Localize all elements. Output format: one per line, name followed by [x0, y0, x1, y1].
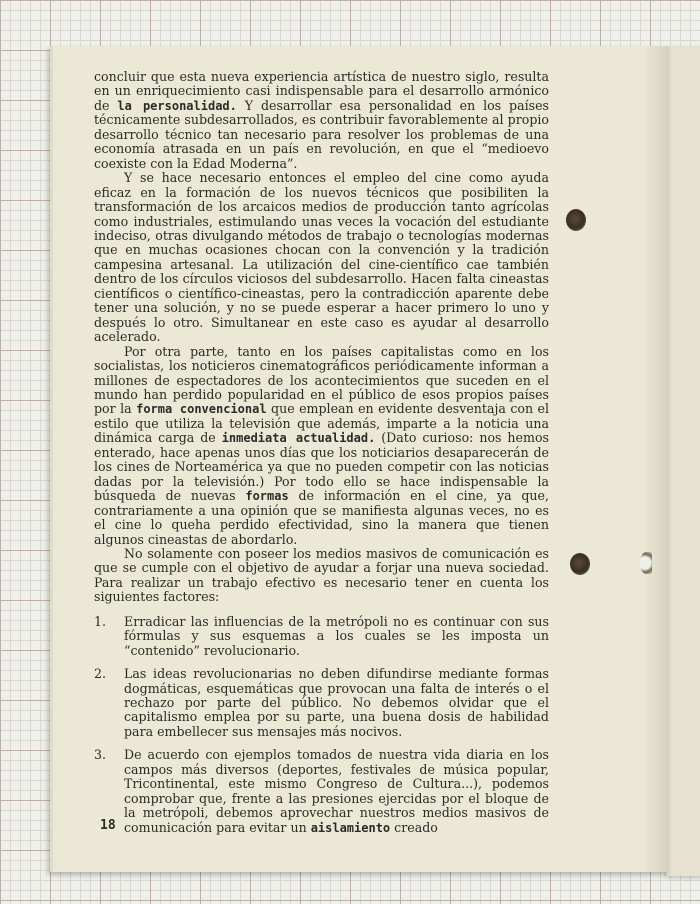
bold-phrase: la personalidad.	[117, 98, 237, 113]
bold-phrase: aislamiento	[310, 820, 391, 835]
punch-hole	[640, 552, 652, 574]
list-item-number: 3.	[94, 747, 107, 763]
list-item	[94, 748, 549, 835]
next-page-edge	[664, 46, 700, 876]
list-item-number: 2.	[94, 666, 107, 682]
list-item-text: De acuerdo con ejemplos tomados de nuestra vida diaria en los campos más diversos (deportes, festivales de música popular, Tricontinental, este mismo Congreso de Cultura...), podemos comprobar que, frente a las presiones ejercidas por el bloque de la metrópoli, debemos aprovechar nuestros medios masivos de comunicación para evitar un aislamiento creado	[124, 747, 549, 835]
paragraph: No solamente con poseer los medios masivos de comunicación es que se cumple con el objetivo de ayudar a forjar una nueva sociedad. Para realizar un trabajo efectivo es necesario tener en cuenta los siguientes factores:	[94, 545, 549, 605]
paragraph: concluir que esta nueva experiencia artística de nuestro siglo, resulta en un enriquecimiento casi indispensable para el desarrollo armónico de la personalidad. Y desarrollar esa personalidad en los países técnicamente subdesarrollados, es contribuir favorablemente al propio desarrollo técnico tan necesario para resolver los problemas de una economía atrasada en un país en revolución, en que el “medioevo coexiste con la Edad Moderna”.	[94, 69, 550, 171]
factor-list	[94, 615, 549, 835]
list-item-text: Las ideas revolucionarias no deben difundirse mediante formas dogmáticas, esquemáticas que provocan una falta de interés o el rechazo por parte del público. No debemos olvidar que el capitalismo emplea por su parte, una buena dosis de habilidad para embellecer sus mensajes más nocivos.	[124, 666, 549, 739]
punch-hole	[566, 209, 586, 231]
list-item	[94, 615, 549, 658]
paragraph: Y se hace necesario entonces el empleo del cine como ayuda eficaz en la formación de los nuevos técnicos que posibiliten la transformación de los arcaicos medios de producción tanto agrícolas como industriales, estimulando unas veces la vocación del estudiante indeciso, otras divulgando métodos de trabajo o tecnologías modernas que en muchas ocasiones chocan con la convención y la tradición campesina artesanal. La utilización del cine-científico cae también dentro de los círculos viciosos del subdesarrollo. Hacen falta cineastas científicos o científico-cineastas, pero la contradicción aparente debe tener una solución, y no se puede esperar a hacer primero lo uno y después lo otro. Simultanear en este caso es ayudar al desarrollo acelerado.	[94, 170, 549, 345]
bold-phrase: inmediata actualidad.	[221, 431, 376, 446]
page-gutter-shadow	[643, 46, 669, 872]
list-item-number: 1.	[94, 613, 107, 629]
list-item	[94, 667, 549, 739]
paragraph: Por otra parte, tanto en los países capitalistas como en los socialistas, los noticieros cinematográficos periódicamente informan a millones de espectadores de los acontecimientos que suceden en el mundo han perdido popularidad en el público de esos propios países por la forma convencional que emplean en evidente desventaja con el estilo que utiliza la televisión que además, imparte a la noticia una dinámica carga de inmediata actualidad. (Dato curioso: nos hemos enterado, hace apenas unos días que los noticiarios desaparecerán de los cines de Norteamérica ya que no pueden competir con las noticias dadas por la televisión.) Por todo ello se hace indispensable la búsqueda de nuevas formas de información en el cine, ya que, contrariamente a una opinión que se manifiesta algunas veces, no es el cine lo queha perdido efectividad, sino la manera que tienen algunos cineastas de abordarlo.	[94, 343, 549, 547]
page-number: 18	[100, 818, 116, 833]
page-body	[94, 70, 549, 844]
list-item-text: Erradicar las influencias de la metrópoli no es continuar con sus fórmulas y sus esquemas a los cuales se les imposta un “contenido” revolucionario.	[124, 613, 549, 658]
bold-phrase: forma convencional	[136, 402, 267, 417]
bold-phrase: formas	[245, 489, 289, 504]
punch-hole	[570, 553, 590, 575]
